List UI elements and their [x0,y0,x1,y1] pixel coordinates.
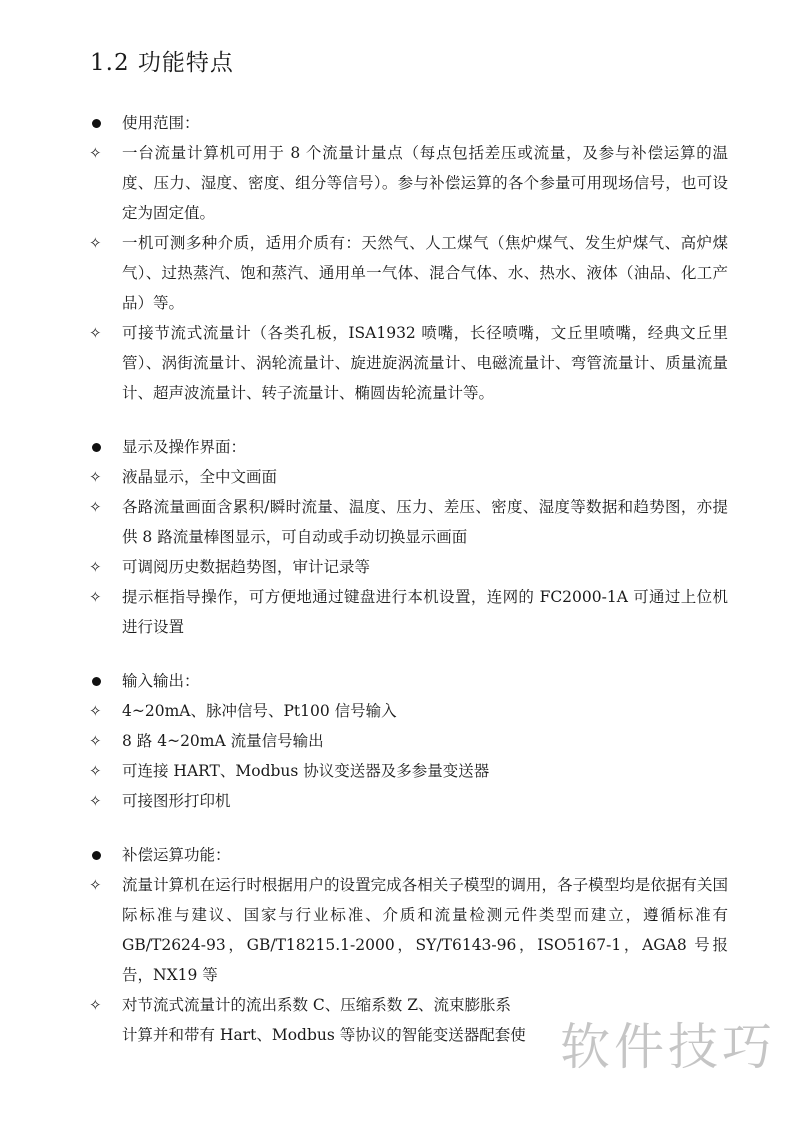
four-point-star-icon: ✧ [89,144,102,162]
section-heading [88,108,728,138]
list-item [88,462,728,492]
filled-circle-icon [92,851,101,860]
list-item-text: 可调阅历史数据趋势图，审计记录等 [122,558,371,576]
list-item-text: 流量计算机在运行时根据用户的设置完成各相关子模型的调用，各子模型均是依据有关国际标准与建议、国家与行业标准、介质和流量检测元件类型而建立，遵循标准有 GB/T2624-93，GB/T18215.1-2000，SY/T6143-96，ISO5167-1，AGA8 号报告，NX19 等 [122,876,728,984]
list-item-text: 一机可测多种介质，适用介质有：天然气、人工煤气（焦炉煤气、发生炉煤气、高炉煤气）、过热蒸汽、饱和蒸汽、通用单一气体、混合气体、水、热水、液体（油品、化工产品）等。 [122,234,728,312]
list-item-text: 可连接 HART、Modbus 协议变送器及多参量变送器 [122,762,490,780]
section-heading [88,432,728,462]
section-input-output [88,666,728,816]
list-item [88,786,728,816]
list-item [88,138,728,228]
four-point-star-icon: ✧ [89,762,102,780]
four-point-star-icon: ✧ [89,234,102,252]
list-item-text: 液晶显示，全中文画面 [122,468,278,486]
four-point-star-icon: ✧ [89,732,102,750]
filled-circle-icon [92,119,101,128]
four-point-star-icon: ✧ [89,876,102,894]
section-heading-text: 补偿运算功能： [122,846,231,864]
list-item [88,552,728,582]
four-point-star-icon: ✧ [89,558,102,576]
list-item [88,756,728,786]
page-title: 1.2 功能特点 [90,50,234,76]
list-item [88,870,728,990]
list-item [88,318,728,408]
content-body [88,108,728,1074]
four-point-star-icon: ✧ [89,792,102,810]
list-item-text: 提示框指导操作，可方便地通过键盘进行本机设置，连网的 FC2000-1A 可通过上位机进行设置 [122,588,728,636]
four-point-star-icon: ✧ [89,702,102,720]
list-item-text: 8 路 4~20mA 流量信号输出 [122,732,324,750]
list-item-text: 一台流量计算机可用于 8 个流量计量点（每点包括差压或流量，及参与补偿运算的温度、压力、湿度、密度、组分等信号）。参与补偿运算的各个参量可用现场信号，也可设定为固定值。 [122,144,728,222]
list-item [88,492,728,552]
list-item-text: 各路流量画面含累积/瞬时流量、温度、压力、差压、密度、湿度等数据和趋势图，亦提供 8 路流量棒图显示，可自动或手动切换显示画面 [122,498,728,546]
list-item [88,696,728,726]
section-display-interface [88,432,728,642]
watermark-text: 软件技巧 [546,1001,786,1087]
section-heading [88,666,728,696]
list-item [88,582,728,642]
list-item-text: 可接图形打印机 [122,792,231,810]
four-point-star-icon: ✧ [89,498,102,516]
list-item-text: 对节流式流量计的流出系数 C、压缩系数 Z、流束膨胀系 [122,996,511,1014]
filled-circle-icon [92,677,101,686]
list-item-text: 计算并和带有 Hart、Modbus 等协议的智能变送器配套使 [122,1026,526,1044]
section-heading [88,840,728,870]
list-item-text: 4~20mA、脉冲信号、Pt100 信号输入 [122,702,397,720]
list-item-text: 可接节流式流量计（各类孔板，ISA1932 喷嘴，长径喷嘴，文丘里喷嘴，经典文丘里管）、涡街流量计、涡轮流量计、旋进旋涡流量计、电磁流量计、弯管流量计、质量流量计、超声波流量计、转子流量计、椭圆齿轮流量计等。 [122,324,728,402]
section-usage-scope [88,108,728,408]
four-point-star-icon: ✧ [89,996,102,1014]
four-point-star-icon: ✧ [89,324,102,342]
section-heading-text: 使用范围： [122,114,200,132]
section-heading-text: 显示及操作界面： [122,438,247,456]
four-point-star-icon: ✧ [89,468,102,486]
four-point-star-icon: ✧ [89,588,102,606]
list-item [88,228,728,318]
filled-circle-icon [92,443,101,452]
list-item [88,726,728,756]
section-heading-text: 输入输出： [122,672,200,690]
